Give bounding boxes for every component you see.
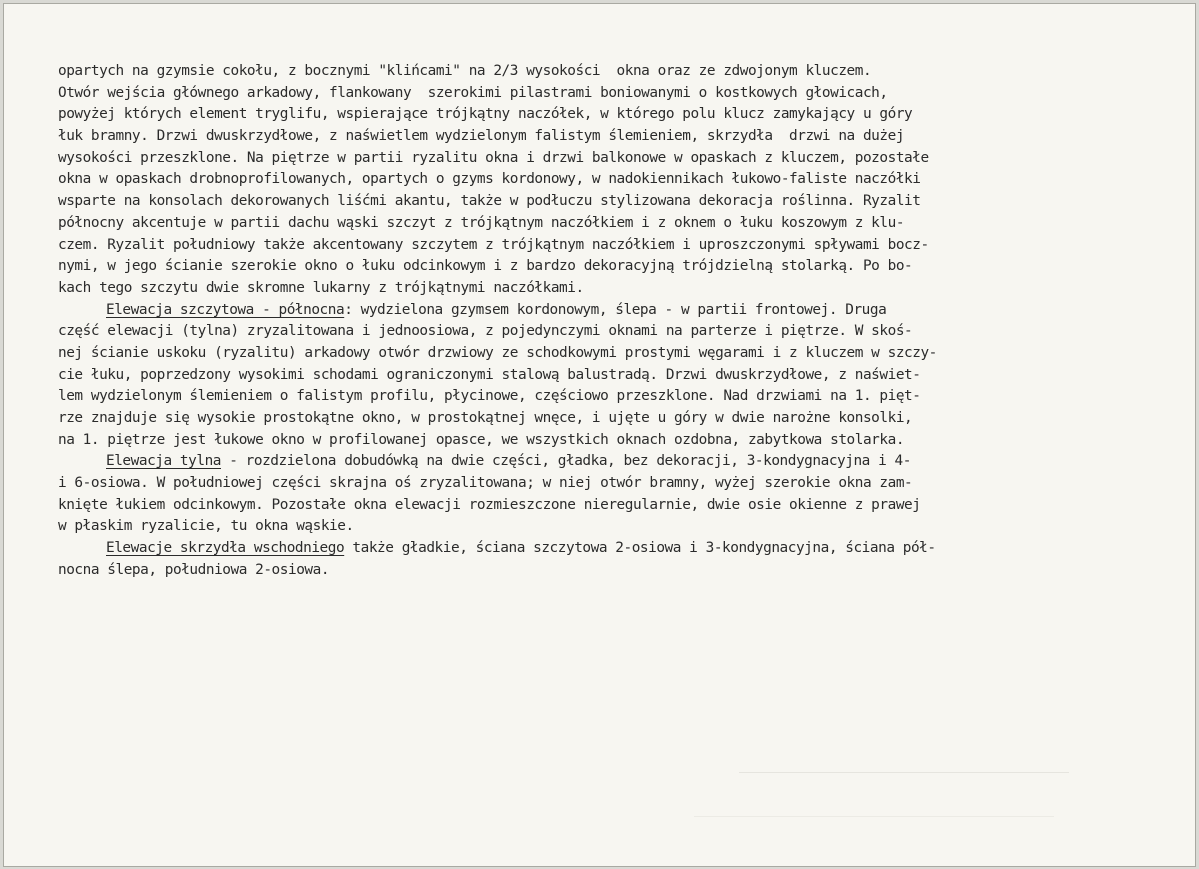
text-line: kach tego szczytu dwie skromne lukarny z trójkątnymi naczółkami. — [58, 279, 584, 296]
text-line: część elewacji (tylna) zryzalitowana i jednoosiowa, z pojedynczymi oknami na parterze i piętrze. W skoś- — [58, 323, 913, 340]
text-line: czem. Ryzalit południowy także akcentowany szczytem z trójkątnym naczółkiem i uproszczonymi spływami bocz- — [58, 236, 929, 253]
paragraph-first-line — [58, 451, 1158, 473]
text-line: : wydzielona gzymsem kordonowym, ślepa - w partii frontowej. Druga — [344, 301, 887, 318]
section-heading: Elewacja tylna — [106, 453, 221, 470]
text-line: i 6-osiowa. W południowej części skrajna oś zryzalitowana; w niej otwór bramny, wyżej szerokie okna zam- — [58, 475, 913, 492]
text-line: na 1. piętrze jest łukowe okno w profilowanej opasce, we wszystkich oknach ozdobna, zabytkowa stolarka. — [58, 431, 905, 448]
section-heading: Elewacja szczytowa - północna — [106, 301, 345, 318]
text-line: opartych na gzymsie cokołu, z bocznymi "klińcami" na 2/3 wysokości okna oraz ze zdwojonym kluczem. — [58, 63, 872, 79]
faint-rule — [739, 772, 1069, 773]
text-line: nocna ślepa, południowa 2-osiowa. — [58, 561, 330, 578]
text-line: okna w opaskach drobnoprofilowanych, opartych o gzyms kordonowy, w nadokiennikach łukowo-faliste naczółki — [58, 171, 921, 188]
text-line: nej ścianie uskoku (ryzalitu) arkadowy otwór drzwiowy ze schodkowymi prostymi węgarami i z kluczem w szczy- — [58, 344, 937, 361]
text-line: powyżej których element tryglifu, wspierające trójkątny naczółek, w którego polu klucz zamykający u góry — [58, 106, 913, 123]
document-body — [58, 61, 1158, 582]
text-line: w płaskim ryzalicie, tu okna wąskie. — [58, 518, 354, 535]
text-line: wysokości przeszklone. Na piętrze w partii ryzalitu okna i drzwi balkonowe w opaskach z kluczem, pozostałe — [58, 149, 929, 166]
document-page — [3, 3, 1196, 867]
text-line: Otwór wejścia głównego arkadowy, flankowany szerokimi pilastrami boniowanymi o kostkowych głowicach, — [58, 84, 888, 101]
text-line: północny akcentuje w partii dachu wąski szczyt z trójkątnym naczółkiem i z oknem o łuku koszowym z klu- — [58, 214, 905, 231]
text-line: wsparte na konsolach dekorowanych liśćmi akantu, także w podłuczu stylizowana dekoracja roślinna. Ryzalit — [58, 193, 921, 210]
paragraph-first-line — [58, 300, 1158, 322]
text-line: cie łuku, poprzedzony wysokimi schodami ograniczonymi stalową balustradą. Drzwi dwuskrzydłowe, z naświet- — [58, 366, 921, 383]
text-line: łuk bramny. Drzwi dwuskrzydłowe, z naświetlem wydzielonym falistym ślemieniem, skrzydła drzwi na dużej — [58, 128, 905, 145]
text-line: - rozdzielona dobudówką na dwie części, gładka, bez dekoracji, 3-kondygnacyjna i 4- — [221, 453, 911, 470]
text-line: lem wydzielonym ślemieniem o falistym profilu, płycinowe, częściowo przeszklone. Nad drzwiami na 1. pięt- — [58, 388, 921, 405]
text-line: knięte łukiem odcinkowym. Pozostałe okna elewacji rozmieszczone nieregularnie, dwie osie okienne z prawej — [58, 496, 921, 513]
section-heading: Elewacje skrzydła wschodniego — [106, 540, 345, 557]
faint-rule — [694, 816, 1054, 817]
text-line: rze znajduje się wysokie prostokątne okno, w prostokątnej wnęce, i ujęte u góry w dwie narożne konsolki, — [58, 410, 913, 426]
text-line: także gładkie, ściana szczytowa 2-osiowa i 3-kondygnacyjna, ściana pół- — [344, 540, 936, 557]
paragraph-first-line — [58, 538, 1158, 560]
text-line: nymi, w jego ścianie szerokie okno o łuku odcinkowym i z bardzo dekoracyjną trójdzielną stolarką. Po bo- — [58, 258, 913, 275]
